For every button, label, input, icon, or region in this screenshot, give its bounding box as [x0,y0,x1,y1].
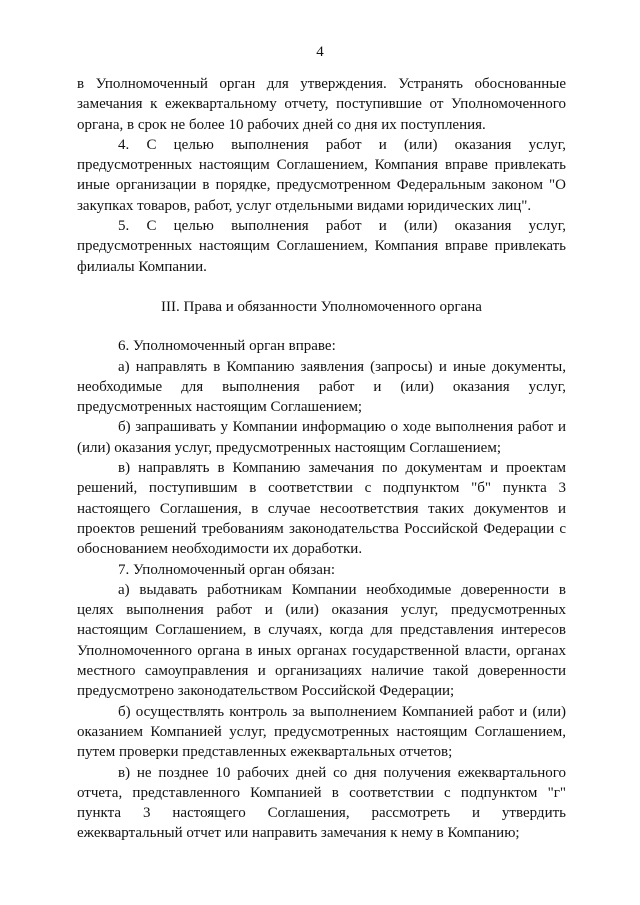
paragraph-continuation: в Уполномоченный орган для утверждения. Устранять обоснованные замечания к ежеквартальному отчету, поступившие от Уполномоченного органа, в срок не более 10 рабочих дней со дня их поступления. [77,76,566,133]
page-number: 4 [316,44,324,60]
section-heading: III. Права и обязанности Уполномоченного органа [161,298,482,315]
paragraph-clause-6v: в) направлять в Компанию замечания по документам и проектам решений, поступившим в соответствии с подпунктом "б" пункта 3 настоящего Соглашения, в случае несоответствия таких документов и проектов решений требованиям законодательства Российской Федерации с обоснованием необходимости их доработки. [77,460,566,558]
paragraph-clause-6b: б) запрашивать у Компании информацию о ходе выполнения работ и (или) оказания услуг, предусмотренных настоящим Соглашением; [77,419,566,456]
paragraph-clause-7b: б) осуществлять контроль за выполнением Компанией работ и (или) оказанием Компанией услуг, предусмотренных настоящим Соглашением, путем проверки представленных ежеквартальных отчетов; [77,703,566,761]
paragraph-clause-6a: а) направлять в Компанию заявления (запросы) и иные документы, необходимые для выполнения работ и (или) оказания услуг, предусмотренных настоящим Соглашением; [77,358,566,416]
paragraph-clause-5: 5. С целью выполнения работ и (или) оказания услуг, предусмотренных настоящим Соглашением, Компания вправе привлекать филиалы Компании. [77,218,566,275]
paragraph-clause-4: 4. С целью выполнения работ и (или) оказания услуг, предусмотренных настоящим Соглашением, Компания вправе привлекать иные организации в порядке, предусмотренном Федеральным законом "О закупках товаров, работ, услуг отдельными видами юридических лиц". [77,136,566,214]
document-body [77,74,566,844]
paragraph-clause-7a: а) выдавать работникам Компании необходимые доверенности в целях выполнения работ и (или) оказания услуг, предусмотренных настоящим Соглашением, в случаях, когда для представления интересов Уполномоченного органа в иных органах государственной власти, органах местного самоуправления и организациях наличие такой доверенности предусмотрено законодательством Российской Федерации; [77,581,566,700]
paragraph-clause-6: 6. Уполномоченный орган вправе: [118,338,336,355]
paragraph-clause-7: 7. Уполномоченный орган обязан: [118,561,336,578]
paragraph-clause-7v: в) не позднее 10 рабочих дней со дня получения ежеквартального отчета, представленного Компанией в соответствии с подпунктом "г" пункта 3 настоящего Соглашения, рассмотреть и утвердить ежеквартальный отчет или направить замечания к нему в Компанию; [77,764,566,842]
